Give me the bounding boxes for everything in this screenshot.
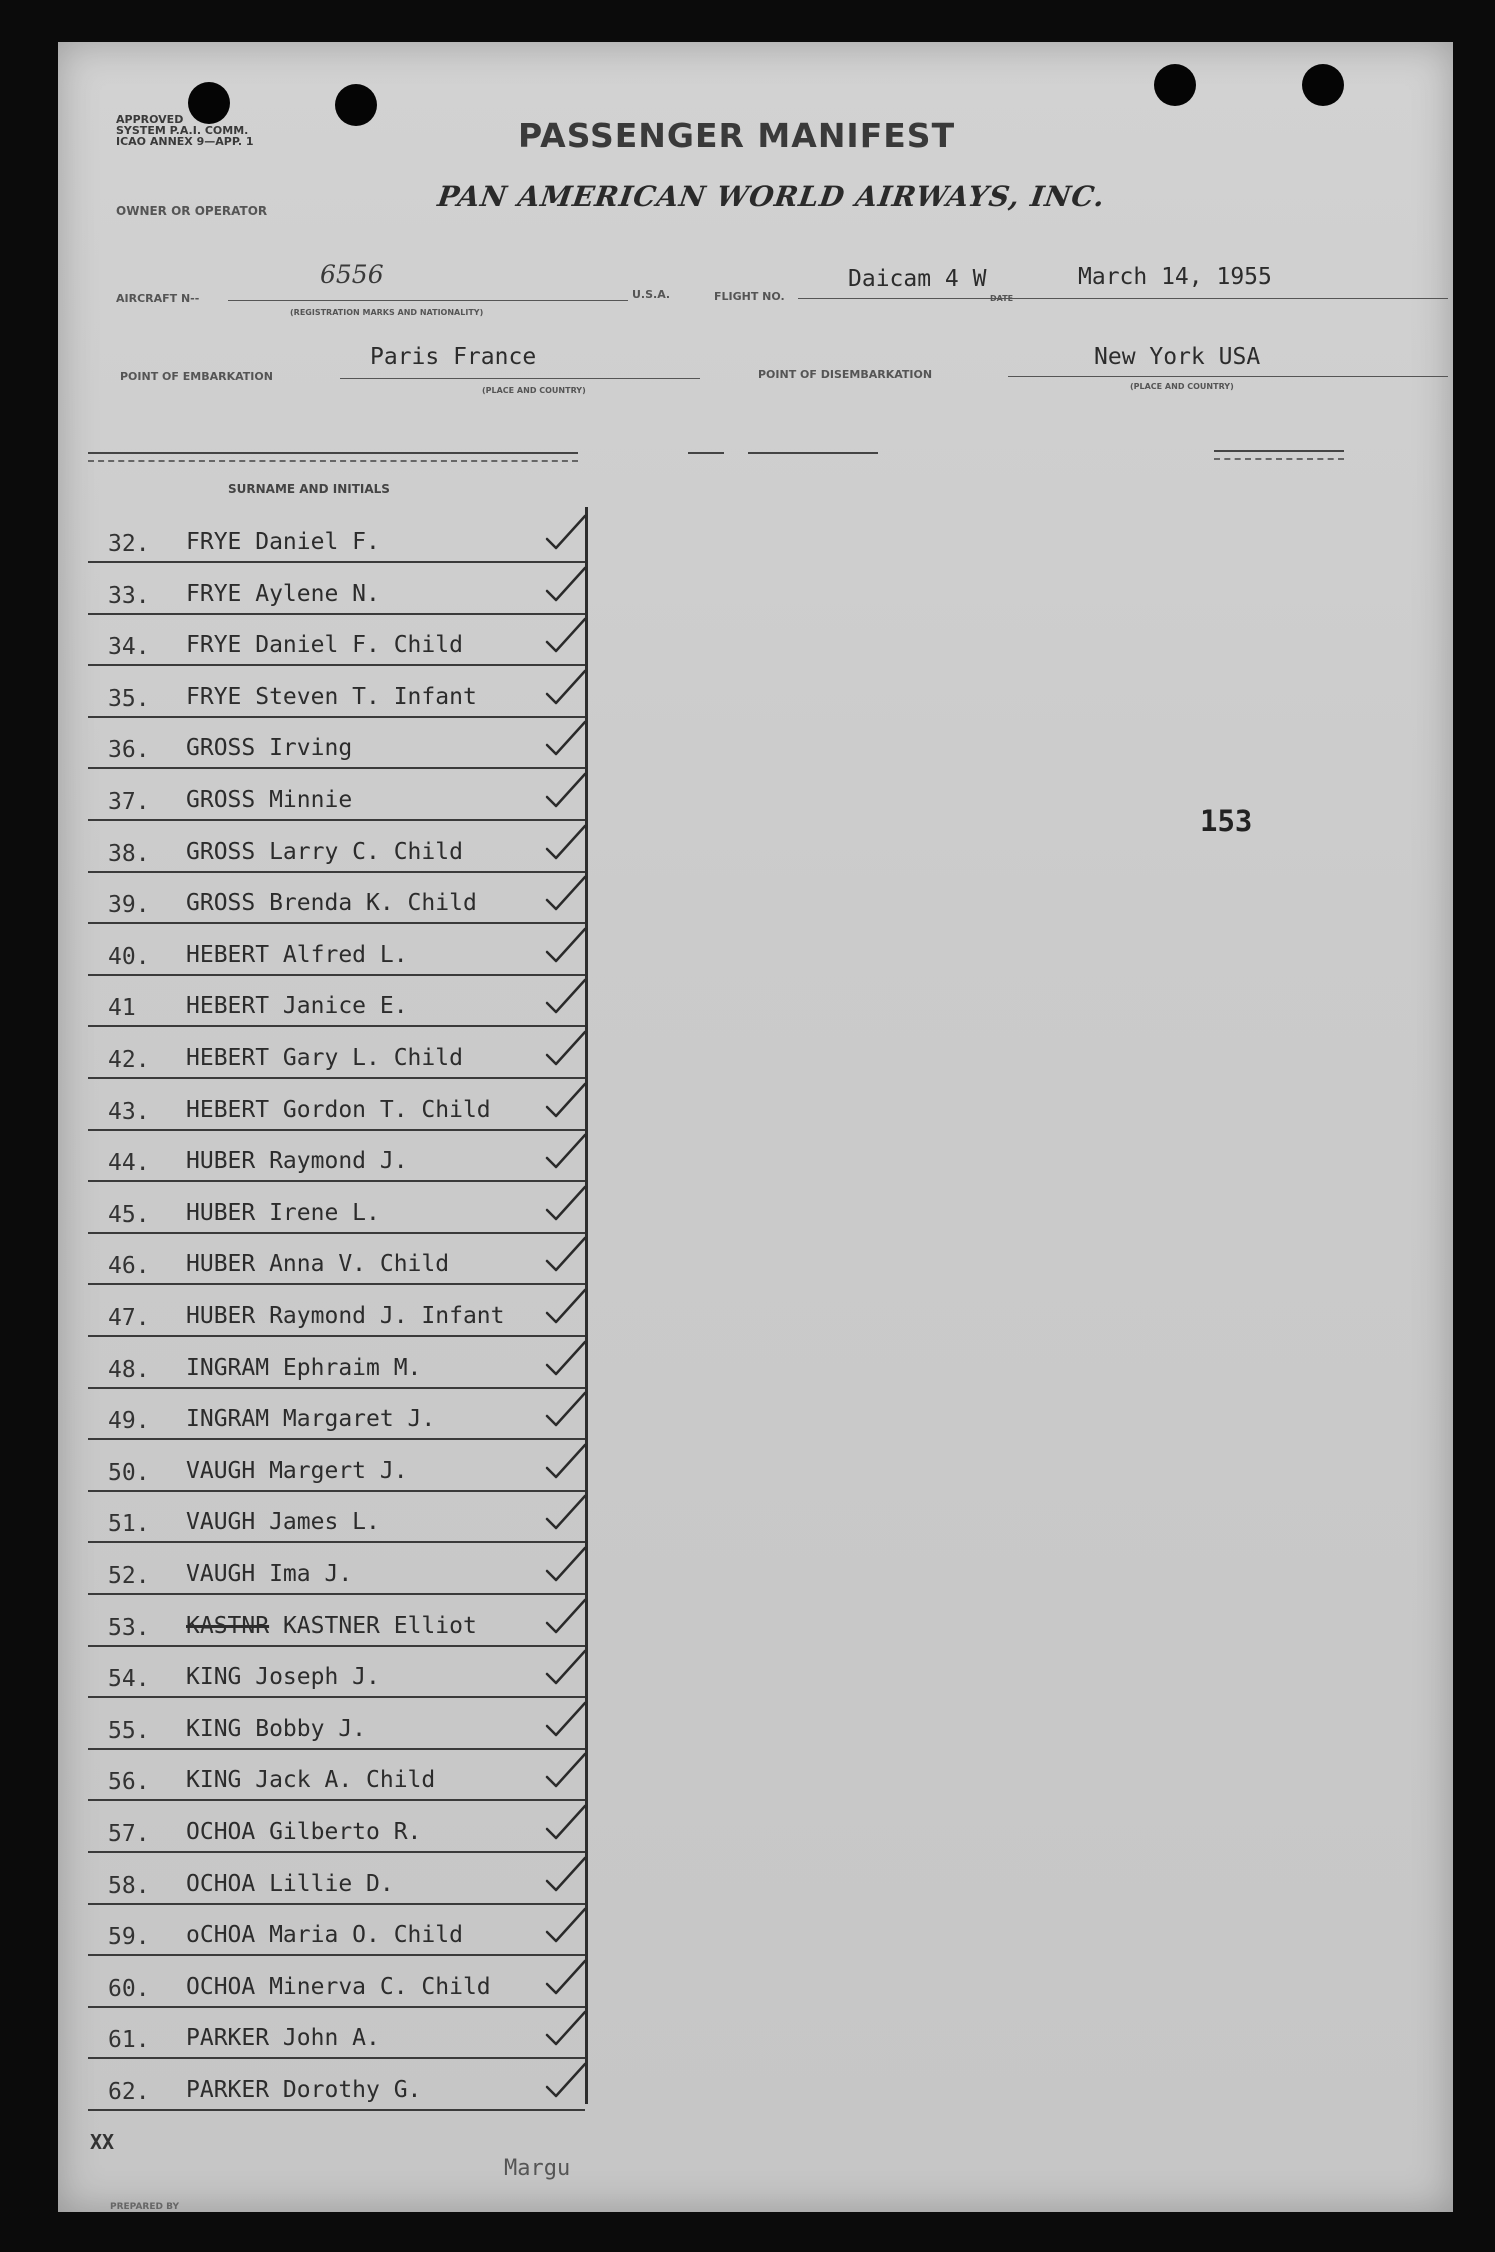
embarkation-sublabel: (PLACE AND COUNTRY) [482, 386, 586, 395]
row-number: 59. [108, 1924, 150, 1951]
page-title: PASSENGER MANIFEST [518, 116, 956, 155]
checkmark-icon [543, 1803, 589, 1843]
row-number: 53. [108, 1614, 150, 1641]
passenger-row [88, 1645, 585, 1698]
header-rule [88, 452, 578, 454]
row-number: 47. [108, 1305, 150, 1331]
row-number: 43. [108, 1098, 150, 1125]
checkmark-icon [543, 1855, 589, 1895]
passenger-row [88, 716, 585, 769]
row-number: 42. [108, 1047, 150, 1073]
checkmark-icon [543, 1493, 589, 1533]
row-number: 57. [108, 1821, 150, 1847]
passenger-row [88, 1284, 585, 1337]
passenger-row [88, 768, 585, 821]
row-number: 50. [108, 1459, 150, 1486]
passenger-name: FRYE Daniel F. Child [186, 632, 463, 659]
passenger-name: OCHOA Lillie D. [186, 1870, 394, 1897]
passenger-name: PARKER Dorothy G. [186, 2077, 422, 2103]
row-number: 40. [108, 943, 150, 970]
passenger-name [186, 1613, 477, 1639]
row-number: 54. [108, 1666, 150, 1693]
passenger-name: GROSS Brenda K. Child [186, 890, 477, 917]
checkmark-icon [543, 1648, 589, 1688]
checkmark-icon [543, 1184, 589, 1224]
row-number: 38. [108, 840, 150, 867]
passenger-name: OCHOA Gilberto R. [186, 1819, 422, 1845]
checkmark-icon [543, 668, 589, 708]
checkmark-icon [543, 1700, 589, 1740]
passenger-name: HUBER Raymond J. Infant [186, 1303, 505, 1329]
passenger-row [88, 562, 585, 615]
passenger-row [88, 1129, 585, 1182]
passenger-row [88, 1852, 585, 1905]
checkmark-icon [543, 977, 589, 1017]
passenger-name: INGRAM Margaret J. [186, 1406, 436, 1433]
passenger-row [88, 1336, 585, 1389]
passenger-name: oCHOA Maria O. Child [186, 1922, 463, 1949]
passenger-name: FRYE Aylene N. [186, 580, 380, 607]
punch-hole [1302, 64, 1344, 106]
checkmark-icon [543, 771, 589, 811]
checkmark-icon [543, 1132, 589, 1172]
row-number: 48. [108, 1356, 150, 1383]
passenger-row [88, 1490, 585, 1543]
passenger-row [88, 974, 585, 1027]
passenger-name: HUBER Irene L. [186, 1199, 380, 1226]
footer-mark: XX [90, 2130, 115, 2154]
checkmark-icon [543, 1339, 589, 1379]
passenger-row [88, 820, 585, 873]
checkmark-icon [543, 1442, 589, 1482]
passenger-row [88, 510, 585, 563]
preparer-signature: Margu [504, 2156, 571, 2181]
checkmark-icon [543, 1390, 589, 1430]
passenger-row [88, 1748, 585, 1801]
row-number: 55. [108, 1717, 150, 1744]
passenger-name: HEBERT Alfred L. [186, 941, 408, 968]
row-number: 52. [108, 1563, 150, 1589]
passenger-name: VAUGH James L. [186, 1509, 380, 1536]
passenger-name: HEBERT Janice E. [186, 993, 408, 1020]
row-number: 44. [108, 1150, 150, 1177]
passenger-row [88, 1181, 585, 1234]
checkmark-icon [543, 1287, 589, 1327]
passenger-row [88, 613, 585, 666]
date-label: DATE [990, 294, 1014, 303]
checkmark-icon [543, 1081, 589, 1121]
row-number: 39. [108, 892, 150, 919]
passenger-row [88, 1542, 585, 1595]
passenger-row [88, 923, 585, 976]
passenger-row [88, 1800, 585, 1853]
manifest-page [58, 42, 1453, 2212]
passenger-row [88, 665, 585, 718]
checkmark-icon [543, 565, 589, 605]
row-number: 41 [108, 995, 136, 1022]
checkmark-icon [543, 1597, 589, 1637]
punch-hole [335, 84, 377, 126]
passenger-row [88, 2006, 585, 2059]
passenger-name: GROSS Irving [186, 735, 353, 762]
checkmark-icon [543, 926, 589, 966]
passenger-name: INGRAM Ephraim M. [186, 1354, 422, 1381]
checkmark-icon [543, 2061, 589, 2101]
checkmark-icon [543, 1235, 589, 1275]
passenger-name: GROSS Minnie [186, 787, 353, 813]
row-number: 60. [108, 1975, 150, 2002]
passenger-name: VAUGH Ima J. [186, 1561, 353, 1587]
disembarkation-value: New York USA [1094, 344, 1261, 370]
row-number: 61. [108, 2027, 150, 2054]
passenger-name: HUBER Raymond J. [186, 1148, 408, 1175]
checkmark-icon [543, 719, 589, 759]
disembarkation-sublabel: (PLACE AND COUNTRY) [1130, 382, 1234, 391]
passenger-row [88, 1594, 585, 1647]
row-number: 35. [108, 685, 150, 712]
passenger-name: KING Jack A. Child [186, 1767, 436, 1794]
row-number: 62. [108, 2079, 150, 2105]
approval-note: APPROVED SYSTEM P.A.I. COMM. ICAO ANNEX 9—APP. 1 [116, 113, 254, 148]
flight-number: Daicam 4 W [848, 266, 987, 292]
page-stamp-number: 153 [1200, 804, 1253, 838]
struck-text: KASTNR [186, 1612, 270, 1639]
checkmark-icon [543, 1029, 589, 1069]
checkmark-icon [543, 513, 589, 553]
passenger-row [88, 1026, 585, 1079]
passenger-row [88, 1955, 585, 2008]
passenger-row [88, 1697, 585, 1750]
flight-date: March 14, 1955 [1078, 264, 1272, 290]
aircraft-sublabel: (REGISTRATION MARKS AND NATIONALITY) [290, 308, 484, 317]
passenger-row [88, 1078, 585, 1131]
row-number: 51. [108, 1511, 150, 1538]
embarkation-label: POINT OF EMBARKATION [120, 370, 273, 383]
row-number: 46. [108, 1253, 150, 1280]
passenger-name: KING Bobby J. [186, 1715, 367, 1742]
aircraft-label: AIRCRAFT N-- [116, 292, 200, 305]
column-header-surname: SURNAME AND INITIALS [228, 482, 390, 496]
punch-hole [1154, 64, 1196, 106]
checkmark-icon [543, 1958, 589, 1998]
checkmark-icon [543, 1906, 589, 1946]
row-number: 33. [108, 582, 150, 609]
passenger-row [88, 2058, 585, 2111]
checkmark-icon [543, 874, 589, 914]
row-number: 56. [108, 1769, 150, 1796]
row-number: 45. [108, 1201, 150, 1228]
row-number: 36. [108, 737, 150, 764]
row-number: 49. [108, 1408, 150, 1435]
row-number: 32. [108, 531, 150, 557]
embarkation-value: Paris France [370, 344, 537, 370]
passenger-name: GROSS Larry C. Child [186, 838, 463, 865]
passenger-row [88, 1439, 585, 1492]
passenger-name: FRYE Daniel F. [186, 529, 380, 555]
checkmark-icon [543, 1545, 589, 1585]
passenger-name: OCHOA Minerva C. Child [186, 1973, 491, 2000]
operator-name: PAN AMERICAN WORLD AIRWAYS, INC. [435, 180, 1108, 213]
passenger-name-text: KASTNER Elliot [282, 1612, 477, 1639]
passenger-row [88, 1387, 585, 1440]
checkmark-icon [543, 1751, 589, 1791]
row-number: 34. [108, 634, 150, 661]
passenger-name: HEBERT Gary L. Child [186, 1045, 463, 1071]
row-number: 58. [108, 1872, 150, 1899]
passenger-name: FRYE Steven T. Infant [186, 683, 477, 710]
passenger-name: PARKER John A. [186, 2025, 380, 2052]
passenger-name: KING Joseph J. [186, 1664, 380, 1691]
passenger-row [88, 871, 585, 924]
owner-label: OWNER OR OPERATOR [116, 204, 268, 218]
passenger-row [88, 1232, 585, 1285]
passenger-row [88, 1903, 585, 1956]
checkmark-icon [543, 616, 589, 656]
aircraft-number: 6556 [320, 260, 384, 289]
checkmark-icon [543, 2009, 589, 2049]
flight-label: FLIGHT NO. [714, 290, 785, 303]
passenger-name: HUBER Anna V. Child [186, 1251, 450, 1278]
disembarkation-label: POINT OF DISEMBARKATION [758, 368, 933, 381]
row-number: 37. [108, 789, 150, 815]
passenger-name: VAUGH Margert J. [186, 1457, 408, 1484]
prepared-by-label: PREPARED BY [110, 2202, 179, 2212]
checkmark-icon [543, 823, 589, 863]
passenger-name: HEBERT Gordon T. Child [186, 1096, 491, 1123]
usa-label: U.S.A. [632, 288, 671, 301]
